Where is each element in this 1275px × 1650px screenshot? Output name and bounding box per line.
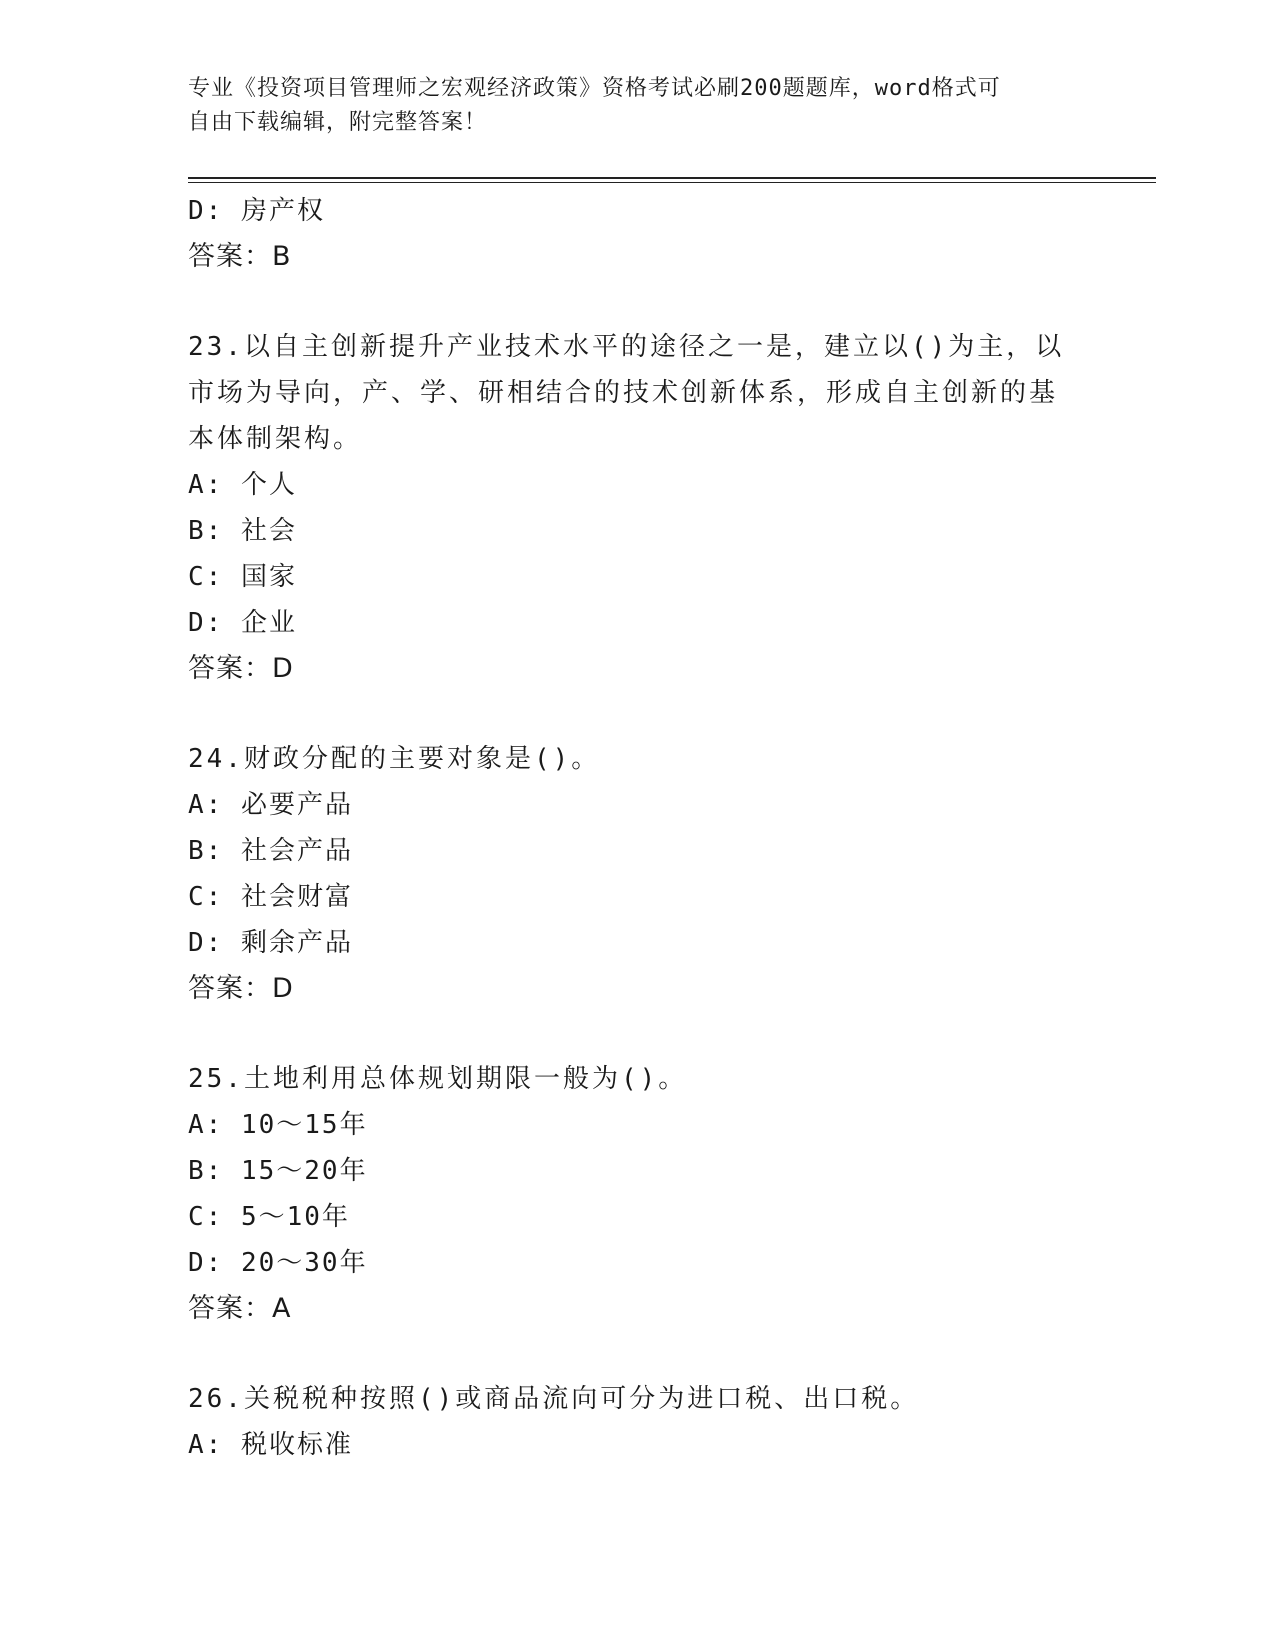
option-a: A: 10～15年 [188, 1110, 368, 1140]
option-c: C: 5～10年 [188, 1202, 350, 1232]
header-divider-thin [188, 182, 1156, 183]
question-list [188, 188, 1078, 1468]
option-b: B: 社会 [188, 516, 297, 546]
spacer [188, 1012, 1078, 1056]
question-22-tail [188, 188, 1078, 280]
option-d: D: 房产权 [188, 196, 325, 226]
question-stem: 25.土地利用总体规划期限一般为()。 [188, 1064, 688, 1094]
question-stem: 26.关税税种按照()或商品流向可分为进口税、出口税。 [188, 1384, 920, 1414]
question-24 [188, 736, 1078, 1012]
answer-line: 答案：B [188, 241, 292, 272]
option-b: B: 15～20年 [188, 1156, 368, 1186]
option-b: B: 社会产品 [188, 836, 353, 866]
spacer [188, 1332, 1078, 1376]
spacer [188, 280, 1078, 324]
header-divider-thick [188, 177, 1156, 179]
question-stem: 23.以自主创新提升产业技术水平的途径之一是，建立以()为主，以市场为导向，产、学、研相结合的技术创新体系，形成自主创新的基本体制架构。 [188, 332, 1065, 454]
answer-line: 答案：D [188, 653, 294, 684]
option-c: C: 国家 [188, 562, 297, 592]
option-a: A: 税收标准 [188, 1430, 353, 1460]
option-d: D: 20～30年 [188, 1248, 368, 1278]
spacer [188, 692, 1078, 736]
document-header [188, 72, 1068, 140]
answer-line: 答案：A [188, 1293, 292, 1324]
option-c: C: 社会财富 [188, 882, 353, 912]
option-d: D: 剩余产品 [188, 928, 353, 958]
answer-line: 答案：D [188, 973, 294, 1004]
header-line-2: 自由下载编辑，附完整答案！ [188, 110, 488, 135]
option-a: A: 必要产品 [188, 790, 353, 820]
question-26 [188, 1376, 1078, 1468]
question-23 [188, 324, 1078, 692]
question-stem: 24.财政分配的主要对象是()。 [188, 744, 601, 774]
header-line-1: 专业《投资项目管理师之宏观经济政策》资格考试必刷200题题库，word格式可 [188, 76, 1001, 101]
question-25 [188, 1056, 1078, 1332]
option-a: A: 个人 [188, 470, 297, 500]
option-d: D: 企业 [188, 608, 297, 638]
